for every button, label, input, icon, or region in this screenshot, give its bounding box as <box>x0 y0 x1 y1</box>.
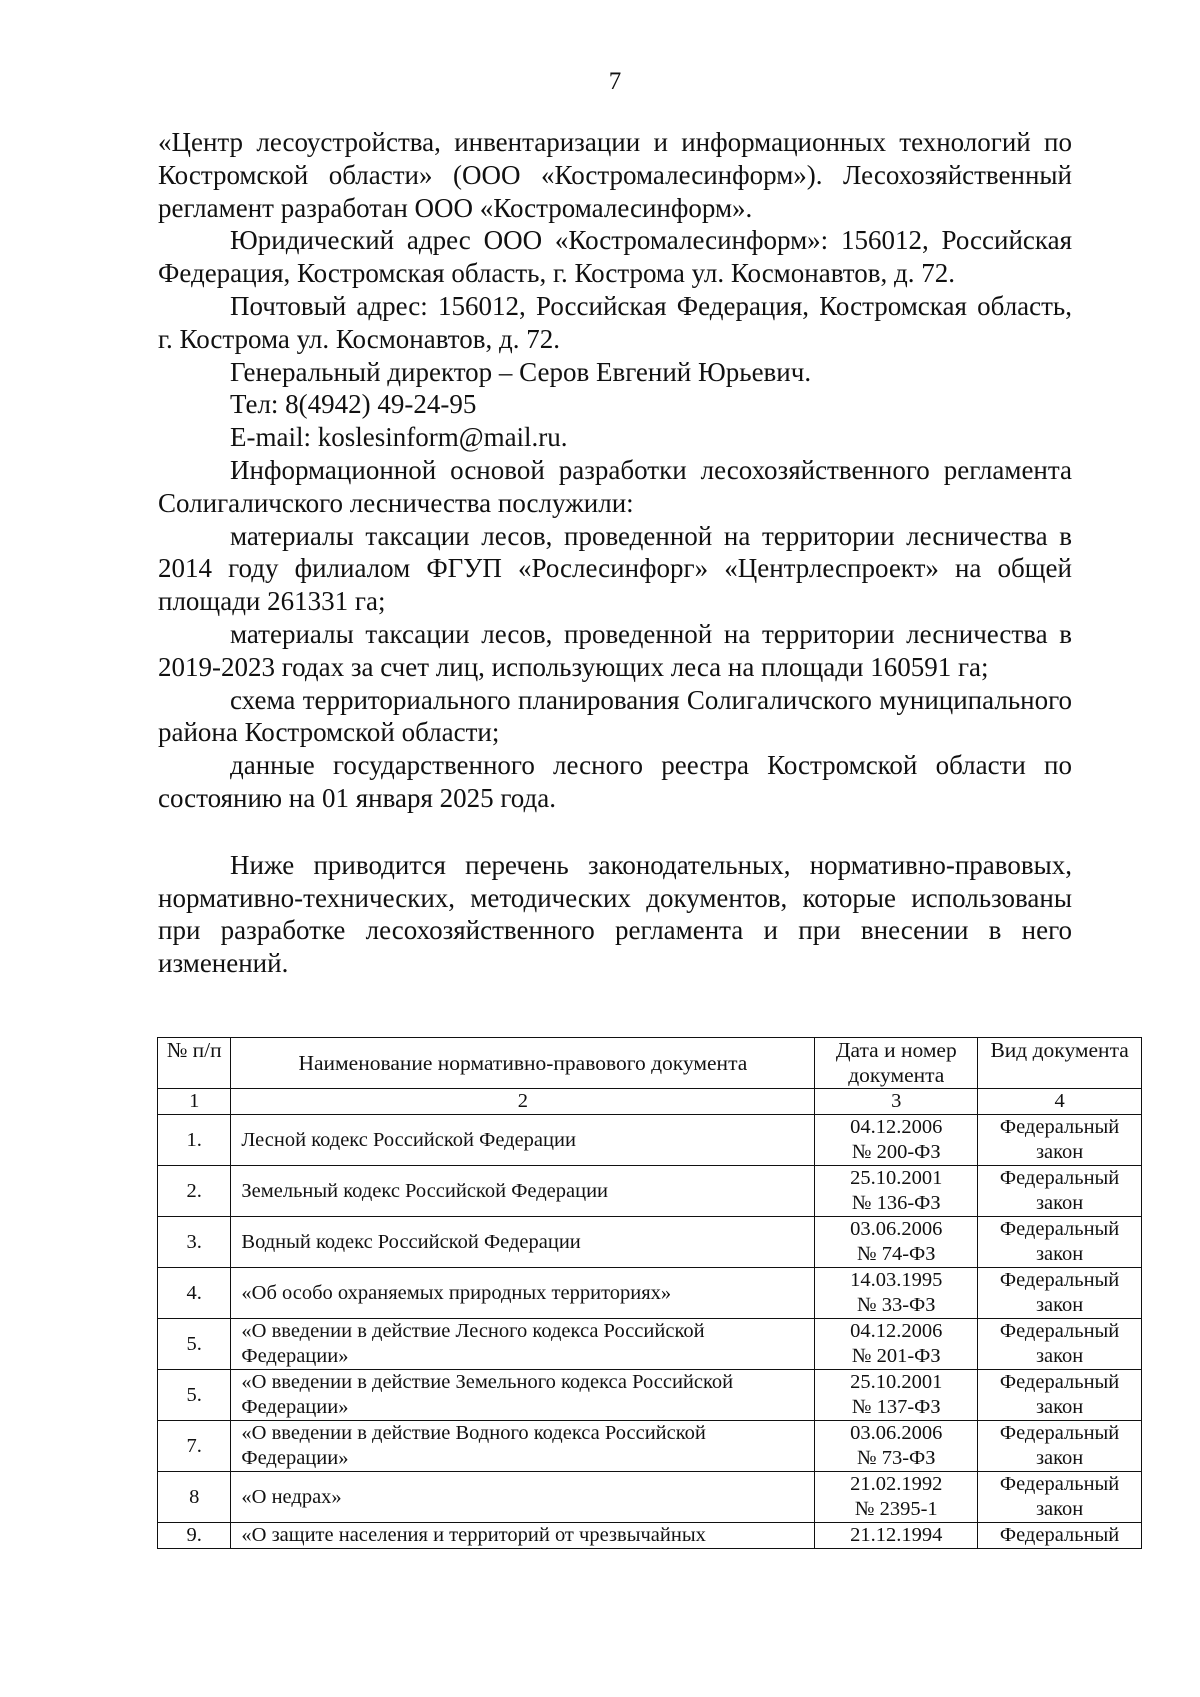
column-index: 4 <box>978 1089 1142 1115</box>
row-name-name: «Об особо охраняемых природных территориях» <box>241 1281 672 1304</box>
row-date-number: № 200-ФЗ <box>851 1141 941 1163</box>
row-date-number: № 2395-1 <box>854 1498 938 1520</box>
table-row <box>158 1115 1142 1166</box>
row-kind <box>978 1166 1142 1217</box>
row-kind <box>978 1268 1142 1319</box>
row-date <box>815 1268 978 1319</box>
paragraph: «Центр лесоустройства, инвентаризации и информационных технологий по Костромской области» (ООО «Костромалесинформ»). Лесохозяйственный регламент разработан ООО «Костромалесинформ». <box>158 127 1072 223</box>
table-row <box>158 1472 1142 1523</box>
row-num <box>158 1115 231 1166</box>
table-body <box>158 1115 1142 1523</box>
table-row <box>158 1166 1142 1217</box>
row-num <box>158 1370 231 1421</box>
row-date-date: 25.10.2001 <box>850 1167 943 1189</box>
row-kind <box>978 1115 1142 1166</box>
table-row <box>158 1217 1142 1268</box>
paragraph: схема территориального планирования Солигаличского муниципального района Костромской области; <box>158 684 1072 748</box>
row-num-num: 7. <box>186 1434 202 1457</box>
row-name-name: «О введении в действие Водного кодекса Российской Федерации» <box>241 1422 706 1469</box>
table-row <box>158 1319 1142 1370</box>
table-row <box>158 1421 1142 1472</box>
row-name-name: Земельный кодекс Российской Федерации <box>241 1179 609 1202</box>
paragraph: Информационной основой разработки лесохозяйственного регламента Солигаличского лесничества послужили: <box>158 454 1072 518</box>
row-num-num: 1. <box>186 1128 202 1151</box>
row-date <box>815 1166 978 1217</box>
row-date <box>815 1115 978 1166</box>
row-date-date: 21.02.1992 <box>850 1473 943 1495</box>
row-name <box>231 1319 815 1370</box>
header-date: Дата и номер документа <box>815 1038 978 1089</box>
row-date <box>815 1421 978 1472</box>
row-date <box>815 1472 978 1523</box>
row-num <box>158 1319 231 1370</box>
row-date-date: 04.12.2006 <box>850 1320 943 1342</box>
paragraph: материалы таксации лесов, проведенной на территории лесничества в 2014 году филиалом ФГУП «Рослесинфорг» «Центрлеспроект» на общей площади 261331 га; <box>158 520 1072 617</box>
table-row <box>158 1268 1142 1319</box>
paragraph: материалы таксации лесов, проведенной на территории лесничества в 2019-2023 годах за счет лиц, использующих леса на площади 160591 га; <box>158 618 1072 682</box>
row-kind <box>978 1472 1142 1523</box>
table-row <box>158 1523 1142 1549</box>
paragraph: Почтовый адрес: 156012, Российская Федерация, Костромская область, г. Кострома ул. Космонавтов, д. 72. <box>158 290 1072 354</box>
row-name-name: «О введении в действие Земельного кодекса Российской Федерации» <box>241 1371 734 1418</box>
header-num: № п/п <box>158 1038 231 1089</box>
row-kind-kind: Федеральный закон <box>999 1320 1120 1367</box>
page-number: 7 <box>608 68 622 95</box>
row-kind <box>978 1370 1142 1421</box>
row-num <box>158 1268 231 1319</box>
table-row <box>158 1370 1142 1421</box>
row-kind <box>978 1421 1142 1472</box>
row-name <box>231 1472 815 1523</box>
body-text <box>158 126 1072 980</box>
row-name-name: Лесной кодекс Российской Федерации <box>241 1128 576 1151</box>
row-name-name: «О недрах» <box>241 1485 342 1508</box>
row-num <box>158 1217 231 1268</box>
column-index: 3 <box>815 1089 978 1115</box>
row-kind-kind: Федеральный закон <box>999 1371 1120 1418</box>
row-date-number: № 201-ФЗ <box>851 1345 941 1367</box>
row-name: «О защите населения и территорий от чрезвычайных <box>231 1523 815 1549</box>
column-index-row <box>158 1089 1142 1115</box>
paragraph: Тел: 8(4942) 49-24-95 <box>230 389 477 420</box>
row-date-number: № 73-ФЗ <box>857 1447 936 1469</box>
row-num-num: 8 <box>189 1485 200 1508</box>
row-num-num: 4. <box>186 1281 202 1304</box>
row-kind-kind: Федеральный закон <box>999 1269 1120 1316</box>
documents-table <box>157 1037 1142 1549</box>
row-kind-kind: Федеральный закон <box>999 1473 1120 1520</box>
paragraph: Генеральный директор – Серов Евгений Юрьевич. <box>230 356 812 387</box>
row-date-number: № 137-ФЗ <box>851 1396 941 1418</box>
row-num <box>158 1421 231 1472</box>
row-date-date: 03.06.2006 <box>850 1218 943 1240</box>
row-num <box>158 1166 231 1217</box>
row-name <box>231 1268 815 1319</box>
row-kind-kind: Федеральный закон <box>999 1167 1120 1214</box>
row-num-num: 5. <box>186 1383 202 1406</box>
row-date-date: 03.06.2006 <box>850 1422 943 1444</box>
row-name <box>231 1421 815 1472</box>
row-date-number: № 74-ФЗ <box>857 1243 936 1265</box>
row-num-num: 2. <box>186 1179 202 1202</box>
row-date <box>815 1319 978 1370</box>
row-name-name: «О введении в действие Лесного кодекса Российской Федерации» <box>241 1320 705 1367</box>
row-name <box>231 1115 815 1166</box>
row-date <box>815 1217 978 1268</box>
row-kind <box>978 1319 1142 1370</box>
row-kind <box>978 1217 1142 1268</box>
row-num: 9. <box>158 1523 231 1549</box>
row-kind-kind: Федеральный закон <box>999 1422 1120 1469</box>
row-name <box>231 1370 815 1421</box>
row-date-date: 04.12.2006 <box>850 1116 943 1138</box>
row-kind-kind: Федеральный закон <box>999 1116 1120 1163</box>
row-num <box>158 1472 231 1523</box>
row-name-name: Водный кодекс Российской Федерации <box>241 1230 581 1253</box>
row-num-num: 3. <box>186 1230 202 1253</box>
row-date <box>815 1370 978 1421</box>
row-date-number: № 33-ФЗ <box>857 1294 936 1316</box>
row-num-num: 5. <box>186 1332 202 1355</box>
row-kind: Федеральный <box>978 1523 1142 1549</box>
header-kind: Вид документа <box>978 1038 1142 1089</box>
row-name <box>231 1166 815 1217</box>
paragraph: E-mail: koslesinform@mail.ru. <box>230 422 568 453</box>
table-header-row <box>158 1038 1142 1089</box>
paragraph: Юридический адрес ООО «Костромалесинформ»: 156012, Российская Федерация, Костромская область, г. Кострома ул. Космонавтов, д. 72. <box>158 225 1072 289</box>
paragraph: данные государственного лесного реестра Костромской области по состоянию на 01 января 2025 года. <box>158 750 1072 813</box>
row-kind-kind: Федеральный закон <box>999 1218 1120 1265</box>
row-date-number: № 136-ФЗ <box>851 1192 941 1214</box>
header-name: Наименование нормативно-правового документа <box>231 1038 815 1089</box>
row-name <box>231 1217 815 1268</box>
row-date: 21.12.1994 <box>815 1523 978 1549</box>
list-intro: Ниже приводится перечень законодательных, нормативно-правовых, нормативно-технических, методических документов, которые использованы при разработке лесохозяйственного регламента и при внесении в него изменений. <box>158 849 1072 979</box>
column-index: 1 <box>158 1089 231 1115</box>
column-index: 2 <box>231 1089 815 1115</box>
row-date-date: 14.03.1995 <box>850 1269 943 1291</box>
row-date-date: 25.10.2001 <box>850 1371 943 1393</box>
